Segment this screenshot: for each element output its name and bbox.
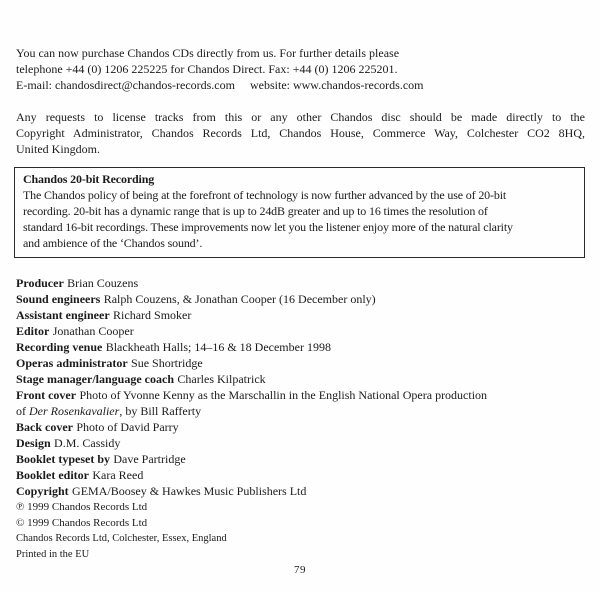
credit-value: Photo of Yvonne Kenny as the Marschallin in the English National Opera production [79, 388, 488, 402]
credit-value: Sue Shortridge [131, 356, 203, 370]
license-line: Any requests to license tracks from this or any other Chandos disc should be made directly to the [16, 110, 585, 124]
purchase-info-paragraph [16, 45, 585, 93]
credit-label: Assistant engineer [16, 308, 110, 322]
credit-row-back-cover [16, 419, 585, 435]
credit-value: Charles Kilpatrick [177, 372, 266, 386]
credit-label: Stage manager/language coach [16, 372, 174, 386]
license-paragraph [16, 109, 585, 157]
recording-info-line: standard 16-bit recordings. These improvements now let you the listener enjoy more of the natural clarity [23, 220, 513, 234]
credit-label: Producer [16, 276, 64, 290]
website-text: website: www.chandos-records.com [249, 78, 424, 92]
credit-row-design [16, 435, 585, 451]
credit-value: D.M. Cassidy [54, 436, 121, 450]
credit-row-copyright [16, 483, 585, 499]
license-line: Copyright Administrator, Chandos Records Ltd, Chandos House, Commerce Way, Colchester CO2 8HQ, [16, 126, 585, 140]
credit-value: Richard Smoker [113, 308, 192, 322]
credit-row-sound-engineers [16, 291, 585, 307]
credit-value: Kara Reed [92, 468, 144, 482]
front-cover-continuation-line [16, 403, 585, 419]
purchase-info-line: telephone +44 (0) 1206 225225 for Chandos Direct. Fax: +44 (0) 1206 225201. [16, 62, 398, 76]
credits-list [16, 275, 585, 499]
credit-row-front-cover [16, 387, 585, 403]
credit-label: Copyright [16, 484, 69, 498]
credit-label: Operas administrator [16, 356, 128, 370]
credit-row-producer [16, 275, 585, 291]
credit-row-booklet-editor [16, 467, 585, 483]
continuation-text: of [16, 404, 29, 418]
contact-line [16, 77, 585, 93]
legal-block [16, 499, 585, 563]
credit-row-stage-manager [16, 371, 585, 387]
credit-value: Photo of David Parry [76, 420, 179, 434]
credit-value: Dave Partridge [113, 452, 186, 466]
credit-row-booklet-typeset [16, 451, 585, 467]
credit-label: Recording venue [16, 340, 103, 354]
continuation-text: , by Bill Rafferty [119, 404, 202, 418]
credit-label: Booklet typeset by [16, 452, 110, 466]
credit-row-assistant-engineer [16, 307, 585, 323]
credit-value: Blackheath Halls; 14–16 & 18 December 1998 [105, 340, 331, 354]
recording-info-line: The Chandos policy of being at the forefront of technology is now further advanced by the use of 20-bit [23, 188, 507, 202]
recording-info-line: recording. 20-bit has a dynamic range that is up to 24dB greater and up to 16 times the resolution of [23, 204, 488, 218]
email-text: E-mail: chandosdirect@chandos-records.com [16, 78, 235, 92]
license-line: United Kingdom. [16, 142, 100, 156]
recording-info-line: and ambience of the ‘Chandos sound’. [23, 236, 203, 250]
recording-info-title: Chandos 20-bit Recording [23, 172, 155, 186]
page-number: 79 [294, 564, 306, 576]
credit-row-editor [16, 323, 585, 339]
credit-row-operas-administrator [16, 355, 585, 371]
phonogram-copyright-line: ℗ 1999 Chandos Records Ltd [16, 501, 148, 513]
credit-value: GEMA/Boosey & Hawkes Music Publishers Ltd [72, 484, 307, 498]
recording-info-box [14, 167, 585, 258]
credit-label: Sound engineers [16, 292, 101, 306]
credit-value: Jonathan Cooper [52, 324, 134, 338]
purchase-info-line: You can now purchase Chandos CDs directly from us. For further details please [16, 46, 400, 60]
credit-label: Design [16, 436, 51, 450]
printed-in-line: Printed in the EU [16, 549, 90, 560]
credit-label: Booklet editor [16, 468, 89, 482]
credit-value: Brian Couzens [67, 276, 139, 290]
publisher-address-line: Chandos Records Ltd, Colchester, Essex, England [16, 533, 227, 544]
credit-row-recording-venue [16, 339, 585, 355]
credit-value: Ralph Couzens, & Jonathan Cooper (16 December only) [103, 292, 376, 306]
credit-label: Editor [16, 324, 50, 338]
credit-label: Front cover [16, 388, 77, 402]
credit-label: Back cover [16, 420, 73, 434]
copyright-line: © 1999 Chandos Records Ltd [16, 517, 148, 529]
opera-title-italic: Der Rosenkavalier [29, 404, 120, 418]
